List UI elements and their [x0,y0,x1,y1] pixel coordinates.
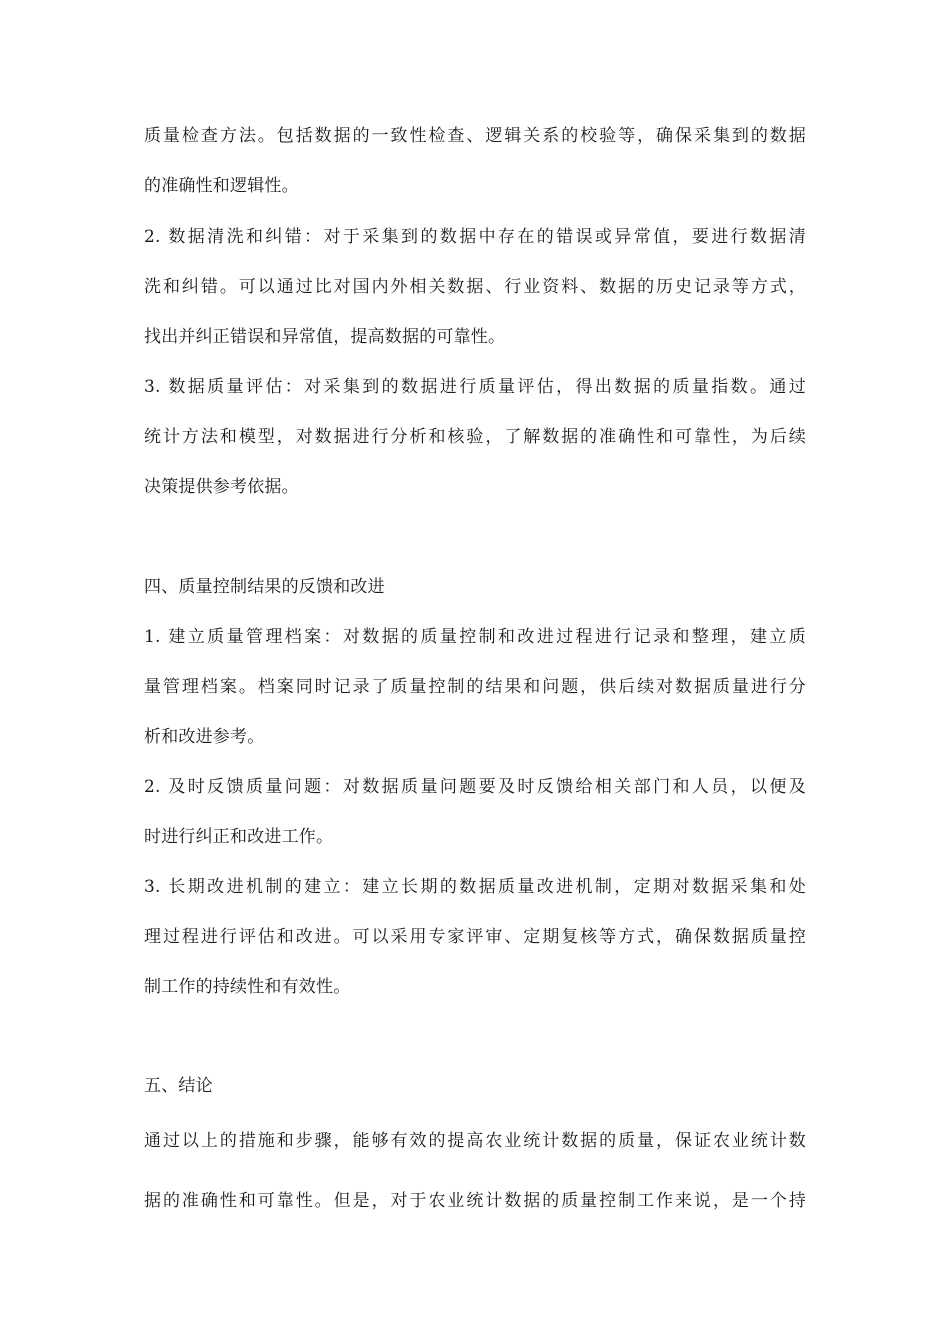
body-text-line: 据的准确性和可靠性。但是，对于农业统计数据的质量控制工作来说，是一个持 [144,1191,806,1211]
list-item-line: 1. 建立质量管理档案：对数据的质量控制和改进过程进行记录和整理，建立质 [144,627,806,647]
body-text-line: 找出并纠正错误和异常值，提高数据的可靠性。 [144,327,506,347]
list-item-line: 3. 长期改进机制的建立：建立长期的数据质量改进机制，定期对数据采集和处 [144,877,806,897]
body-text-line: 析和改进参考。 [144,727,265,747]
body-text-line: 时进行纠正和改进工作。 [144,827,334,847]
body-text-line: 统计方法和模型，对数据进行分析和核验，了解数据的准确性和可靠性，为后续 [144,427,806,447]
list-item-line: 2. 及时反馈质量问题：对数据质量问题要及时反馈给相关部门和人员，以便及 [144,777,806,797]
body-text-line: 洗和纠错。可以通过比对国内外相关数据、行业资料、数据的历史记录等方式， [144,277,806,297]
body-text-line: 的准确性和逻辑性。 [144,176,299,196]
body-text-line: 理过程进行评估和改进。可以采用专家评审、定期复核等方式，确保数据质量控 [144,927,806,947]
body-text-line: 质量检查方法。包括数据的一致性检查、逻辑关系的校验等，确保采集到的数据 [144,126,806,146]
body-text-line: 通过以上的措施和步骤，能够有效的提高农业统计数据的质量，保证农业统计数 [144,1131,806,1151]
list-item-line: 2. 数据清洗和纠错：对于采集到的数据中存在的错误或异常值，要进行数据清 [144,227,806,247]
list-item-line: 3. 数据质量评估：对采集到的数据进行质量评估，得出数据的质量指数。通过 [144,377,806,397]
section-heading: 五、结论 [144,1076,213,1096]
body-text-line: 量管理档案。档案同时记录了质量控制的结果和问题，供后续对数据质量进行分 [144,677,806,697]
body-text-line: 制工作的持续性和有效性。 [144,977,351,997]
section-heading: 四、质量控制结果的反馈和改进 [144,577,385,597]
body-text-line: 决策提供参考依据。 [144,477,299,497]
